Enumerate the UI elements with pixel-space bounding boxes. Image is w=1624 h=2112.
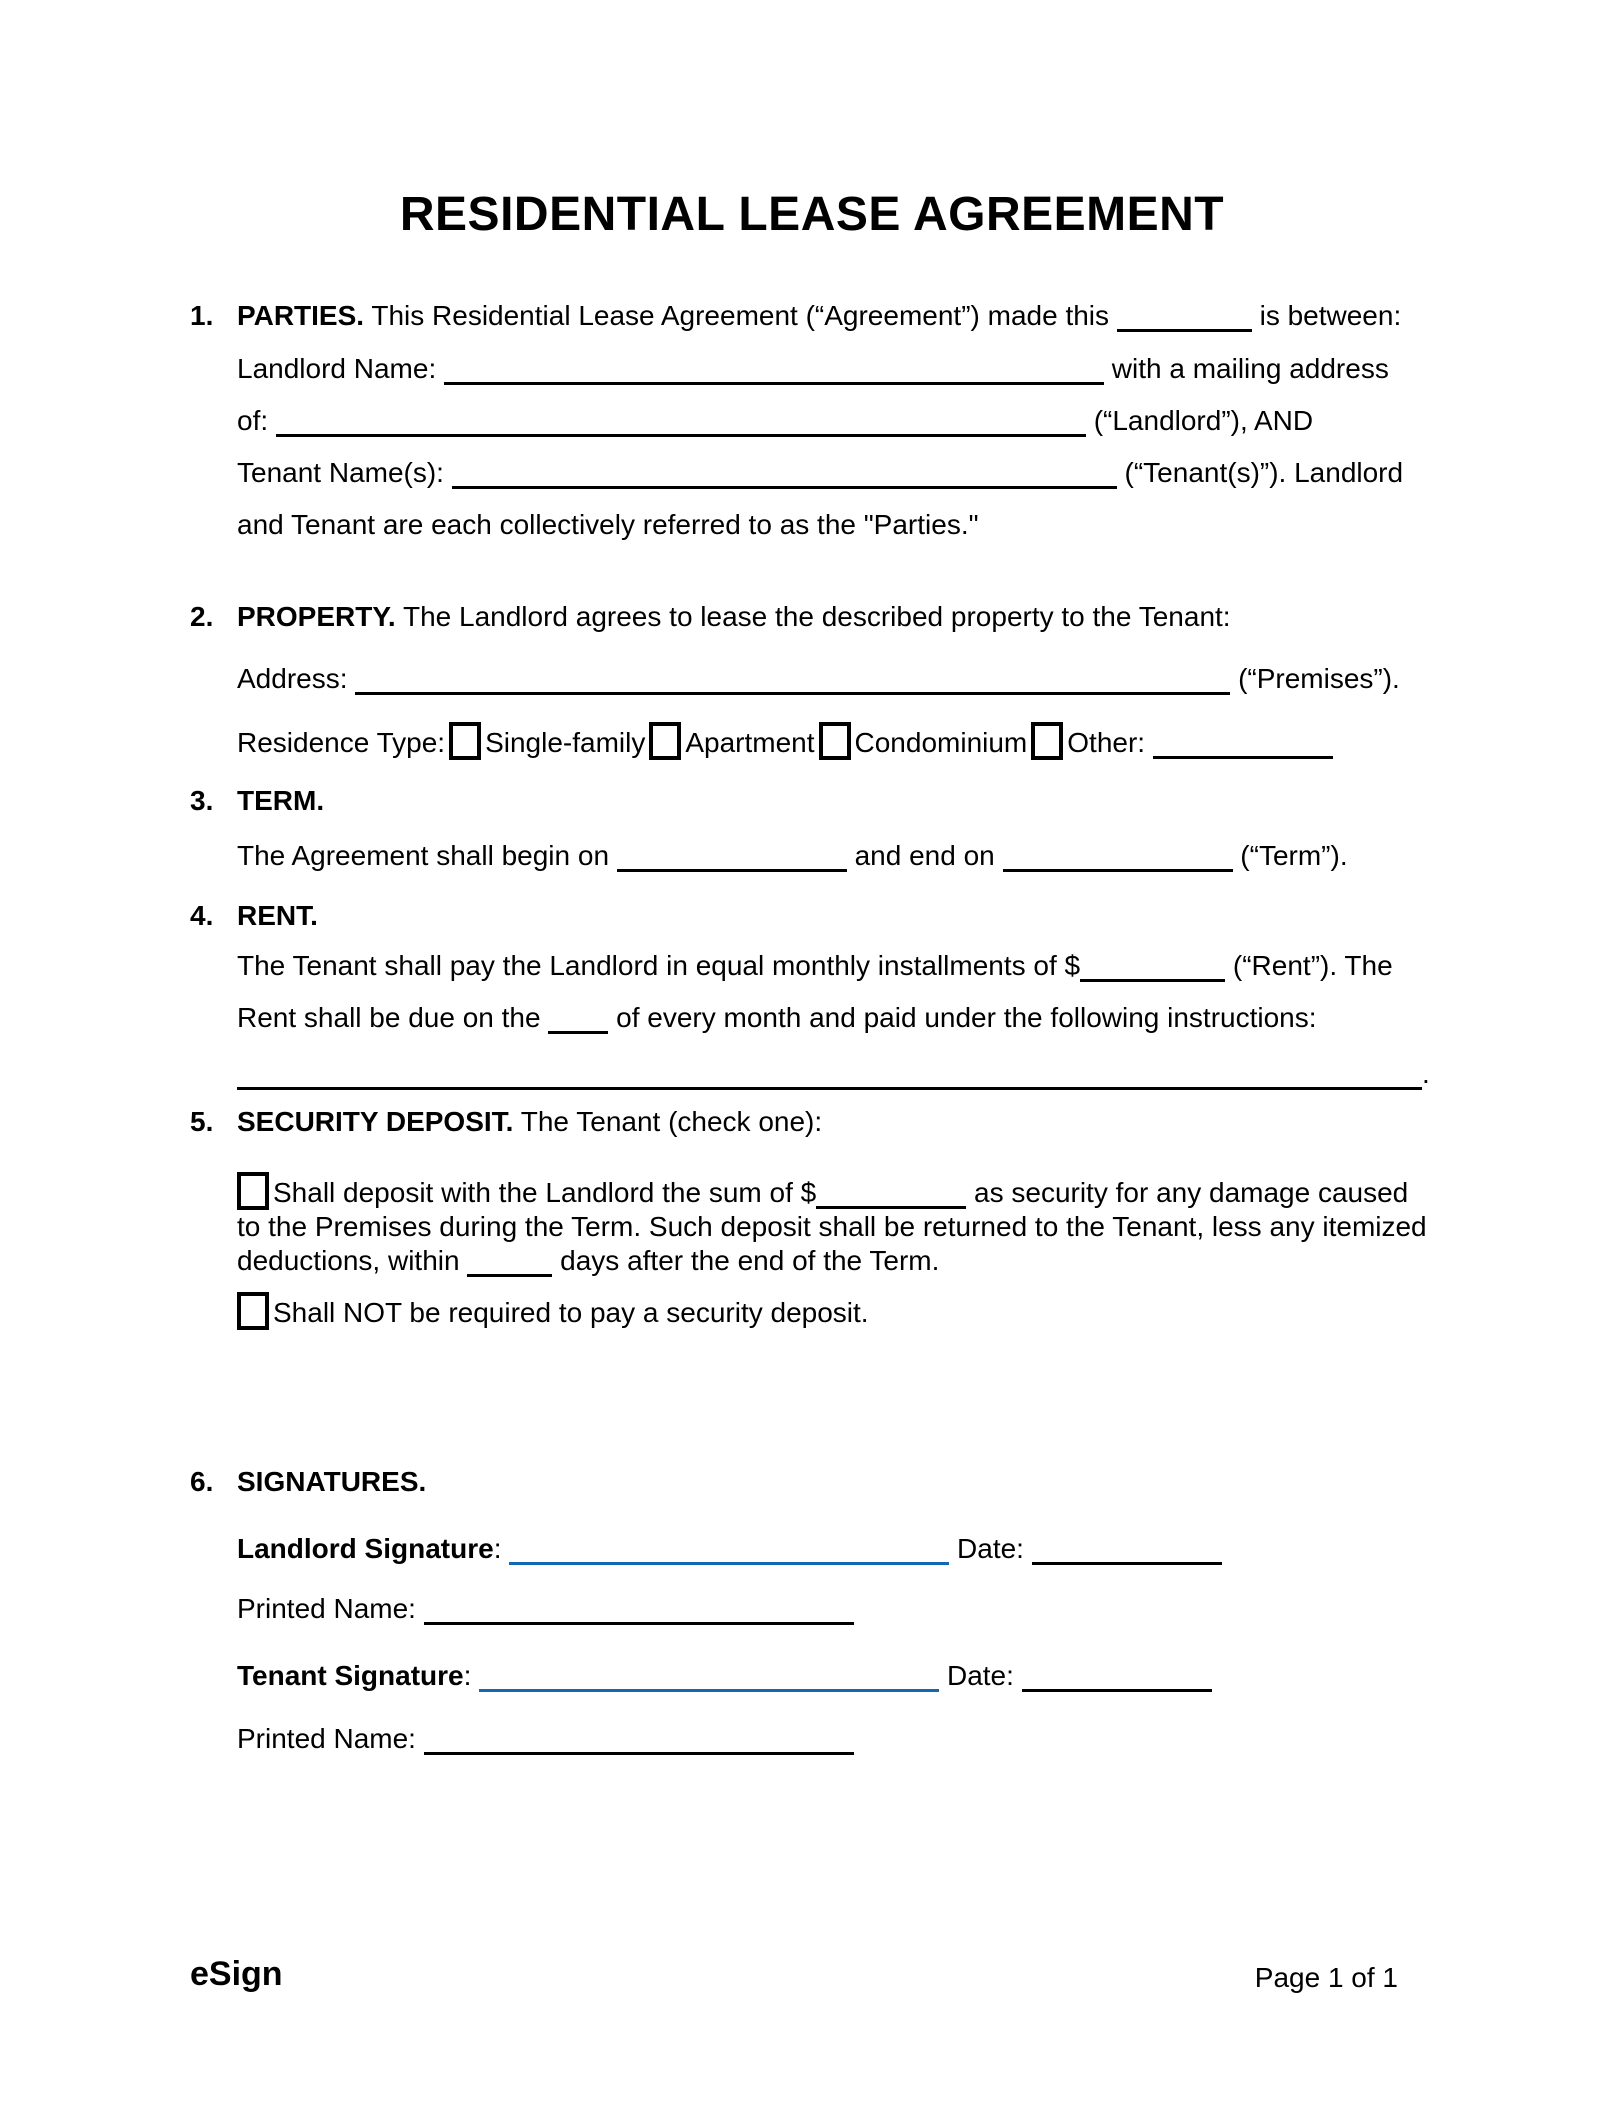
rent-line-3: [237, 1057, 1430, 1091]
mailing-address-text: with a mailing address: [1111, 353, 1389, 384]
parties-line-1: [190, 299, 1401, 333]
blank-tenant-sign-date[interactable]: [1022, 1660, 1212, 1692]
term-heading-line: [190, 784, 324, 818]
deposit-heading-line: [190, 1105, 822, 1139]
blank-rent-amount[interactable]: [1080, 950, 1225, 982]
landlord-paren-text: (“Landlord”), AND: [1093, 405, 1314, 436]
parties-heading: PARTIES.: [237, 300, 365, 331]
term-begin-text: The Agreement shall begin on: [237, 840, 610, 871]
tenant-date-label: Date:: [946, 1660, 1014, 1691]
blank-agreement-date[interactable]: [1117, 300, 1252, 332]
tenant-paren-text: (“Tenant(s)”). Landlord: [1124, 457, 1404, 488]
esign-logo: eSign: [190, 1955, 283, 1993]
blank-payment-instructions[interactable]: [237, 1058, 1422, 1090]
no-deposit-text: Shall NOT be required to pay a security deposit.: [273, 1297, 869, 1328]
blank-tenant-printed-name[interactable]: [424, 1723, 854, 1755]
property-address-line: [237, 662, 1400, 696]
deposit-sum-text: Shall deposit with the Landlord the sum of $: [273, 1177, 817, 1208]
rent-heading: RENT.: [237, 900, 318, 931]
parties-is-between-text: is between:: [1259, 300, 1402, 331]
tenant-printed-name-line: [237, 1722, 854, 1756]
landlord-signature-colon: :: [493, 1533, 502, 1564]
parties-line-4: [237, 456, 1403, 490]
property-heading-text: The Landlord agrees to lease the described property to the Tenant:: [402, 601, 1231, 632]
blank-landlord-sign-date[interactable]: [1032, 1533, 1222, 1565]
tenant-signature-colon: :: [463, 1660, 472, 1691]
landlord-printed-name-line: [237, 1592, 854, 1626]
term-heading: TERM.: [237, 785, 325, 816]
blank-landlord-printed-name[interactable]: [424, 1593, 854, 1625]
deposit-security-text: as security for any damage caused: [974, 1177, 1409, 1208]
blank-premises-address[interactable]: [355, 663, 1230, 695]
blank-landlord-name[interactable]: [444, 353, 1104, 385]
parties-number: 1.: [190, 300, 214, 331]
tenant-printed-name-label: Printed Name:: [237, 1723, 416, 1754]
term-body-line: [237, 839, 1348, 873]
residence-type-label: Residence Type:: [237, 727, 446, 758]
residence-option-apartment: Apartment: [685, 727, 815, 758]
property-heading-line: [190, 600, 1231, 634]
checkbox-deposit-required[interactable]: [237, 1172, 269, 1210]
signatures-heading-line: [190, 1465, 426, 1499]
deposit-returned-text: to the Premises during the Term. Such deposit shall be returned to the Tenant, less any itemized: [237, 1211, 1427, 1242]
premises-paren-text: (“Premises”).: [1238, 663, 1400, 694]
checkbox-single-family[interactable]: [449, 722, 481, 760]
term-end-text: and end on: [854, 840, 995, 871]
blank-term-start-date[interactable]: [617, 840, 847, 872]
blank-deposit-return-days[interactable]: [467, 1245, 552, 1277]
blank-deposit-amount[interactable]: [816, 1177, 966, 1209]
term-number: 3.: [190, 785, 214, 816]
rent-period-text: .: [1422, 1058, 1430, 1089]
parties-closing-text: and Tenant are each collectively referred to as the "Parties.": [237, 509, 979, 540]
landlord-date-label: Date:: [957, 1533, 1024, 1564]
rent-heading-line: [190, 899, 318, 933]
rent-installments-text: The Tenant shall pay the Landlord in equal monthly installments of $: [237, 950, 1081, 981]
parties-line-2: [237, 352, 1389, 386]
deposit-option-a-line-3: [237, 1244, 1427, 1278]
blank-landlord-address[interactable]: [276, 405, 1086, 437]
term-paren-text: (“Term”).: [1240, 840, 1348, 871]
residence-option-other-label: Other:: [1067, 727, 1146, 758]
blank-tenant-names[interactable]: [452, 457, 1117, 489]
rent-paren-text: (“Rent”). The: [1232, 950, 1393, 981]
deposit-days-text: days after the end of the Term.: [560, 1245, 940, 1276]
rent-due-text: Rent shall be due on the: [237, 1002, 541, 1033]
property-heading: PROPERTY.: [237, 601, 396, 632]
tenant-signature-line: [237, 1659, 1212, 1693]
deposit-heading: SECURITY DEPOSIT.: [237, 1106, 514, 1137]
parties-line-5: [237, 508, 979, 542]
tenant-names-label: Tenant Name(s):: [237, 457, 444, 488]
deposit-option-a-line-2: [237, 1210, 1427, 1244]
document-title: RESIDENTIAL LEASE AGREEMENT: [399, 188, 1225, 241]
checkbox-other[interactable]: [1031, 722, 1063, 760]
landlord-signature-label: Landlord Signature: [237, 1533, 494, 1564]
page-number: Page 1 of 1: [1254, 1962, 1398, 1993]
tenant-signature-label: Tenant Signature: [237, 1660, 464, 1691]
landlord-name-label: Landlord Name:: [237, 353, 437, 384]
landlord-printed-name-label: Printed Name:: [237, 1593, 416, 1624]
deposit-number: 5.: [190, 1106, 214, 1137]
checkbox-no-deposit[interactable]: [237, 1292, 269, 1330]
property-residence-line: [237, 722, 1333, 760]
residence-option-single-family: Single-family: [485, 727, 646, 758]
checkbox-condominium[interactable]: [819, 722, 851, 760]
deposit-option-a: [237, 1172, 1427, 1278]
rent-instructions-text: of every month and paid under the following instructions:: [616, 1002, 1317, 1033]
deposit-deductions-text: deductions, within: [237, 1245, 460, 1276]
property-number: 2.: [190, 601, 214, 632]
address-label: Address:: [237, 663, 348, 694]
rent-line-2: [237, 1001, 1317, 1035]
parties-line-3: [237, 404, 1313, 438]
blank-rent-due-day[interactable]: [548, 1002, 608, 1034]
tenant-signature-field[interactable]: [479, 1660, 939, 1692]
residence-option-condominium: Condominium: [854, 727, 1028, 758]
landlord-signature-line: [237, 1532, 1222, 1566]
signatures-number: 6.: [190, 1466, 214, 1497]
deposit-option-b: [237, 1292, 869, 1330]
signatures-heading: SIGNATURES.: [237, 1466, 427, 1497]
landlord-signature-field[interactable]: [509, 1533, 949, 1565]
rent-number: 4.: [190, 900, 214, 931]
checkbox-apartment[interactable]: [649, 722, 681, 760]
parties-intro-text: This Residential Lease Agreement (“Agreement”) made this: [371, 300, 1110, 331]
of-label: of:: [237, 405, 269, 436]
blank-term-end-date[interactable]: [1003, 840, 1233, 872]
blank-other-residence[interactable]: [1153, 727, 1333, 759]
deposit-option-a-line-1: [237, 1172, 1427, 1210]
rent-line-1: [237, 949, 1393, 983]
deposit-heading-text: The Tenant (check one):: [520, 1106, 823, 1137]
